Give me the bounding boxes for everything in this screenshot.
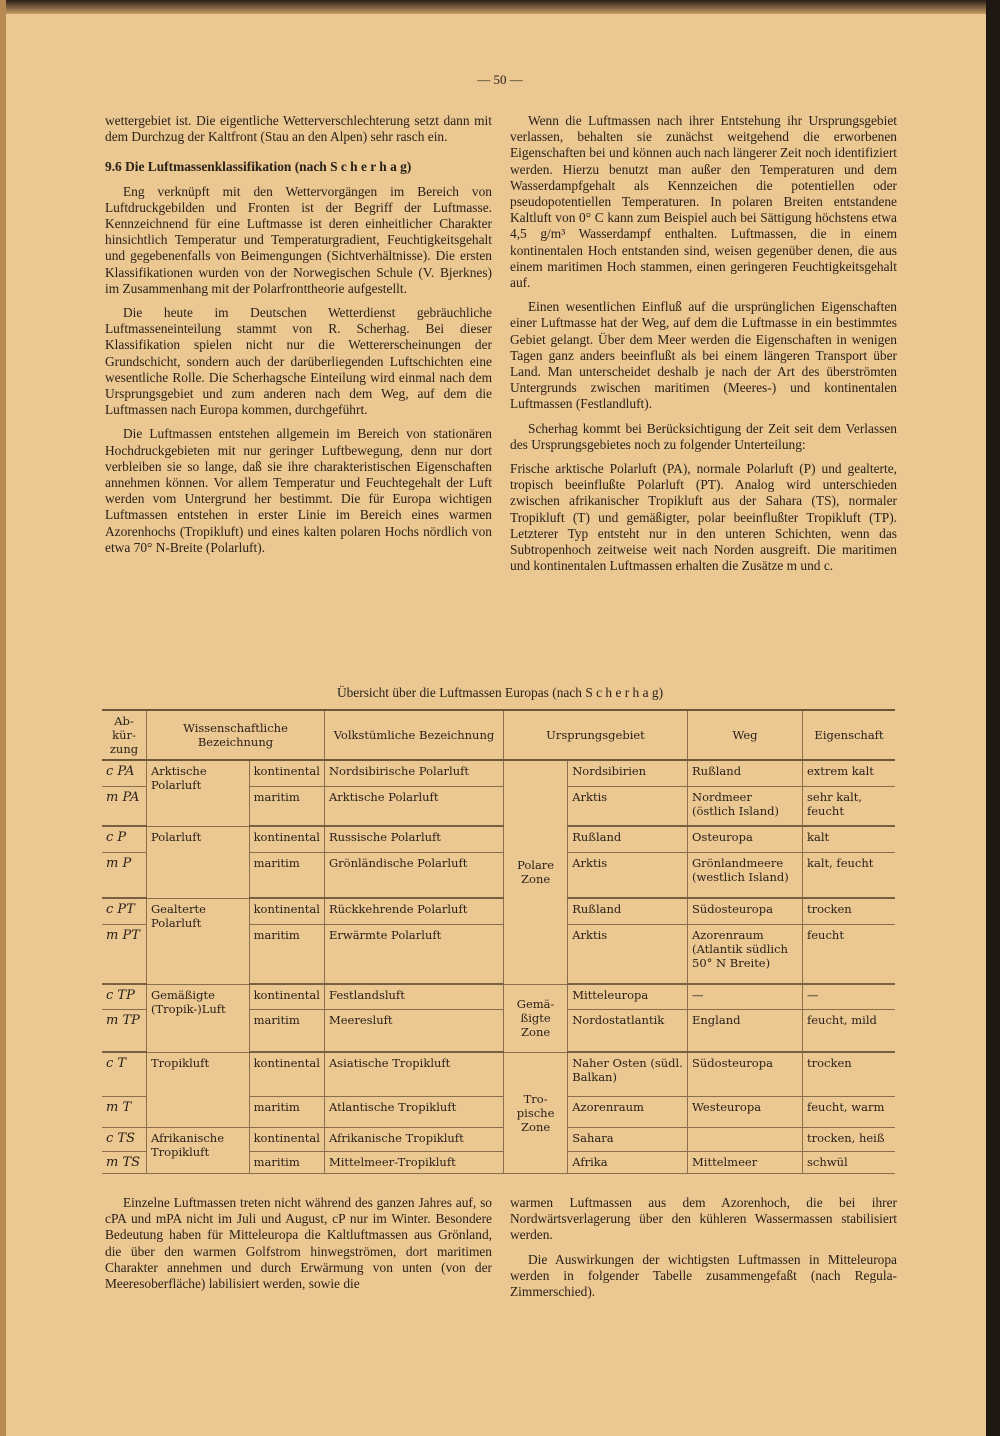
cell-sci: Afrikanische Tropikluft [147, 1127, 250, 1173]
cell-zone: Polare Zone [503, 760, 567, 984]
cell-property: trocken, heiß [803, 1127, 896, 1151]
cell-property: extrem kalt [803, 760, 896, 786]
cell-abbr: c PA [102, 760, 147, 786]
cell-abbr: m TS [102, 1151, 147, 1173]
cell-route [688, 1127, 803, 1151]
scan-edge-top [0, 0, 1000, 14]
cell-type: maritim [249, 1151, 324, 1173]
bottom-left-column [105, 1195, 492, 1300]
cell-popular: Russische Polarluft [324, 826, 503, 852]
table-row [102, 760, 895, 786]
cell-type: kontinental [249, 1127, 324, 1151]
header-abbr: Ab-kür-zung [102, 710, 147, 760]
table-row [102, 898, 895, 924]
cell-sci: Gemäßigte (Tropik-)Luft [147, 984, 250, 1052]
cell-route: Südosteuropa [688, 898, 803, 924]
cell-property: trocken [803, 1052, 896, 1096]
cell-origin: Nordostatlantik [568, 1009, 688, 1052]
cell-route: Grönlandmeere (westlich Island) [688, 852, 803, 898]
cell-abbr: m P [102, 852, 147, 898]
cell-route: Azorenraum (Atlantik südlich 50° N Breite) [688, 924, 803, 984]
cell-abbr: c TS [102, 1127, 147, 1151]
cell-type: kontinental [249, 898, 324, 924]
cell-zone: Tro-pische Zone [503, 1052, 567, 1173]
cell-type: maritim [249, 924, 324, 984]
paragraph: Frische arktische Polarluft (PA), normale Polarluft (P) und gealterte, tropisch beeinflußte Polarluft (PT). Analog wird unterschieden zwischen afrikanischer Tropikluft aus der Sahara (TS), normaler Tropikluft (T) und gemäßigter, polar beeinflußter Tropikluft (TP). Letzterer Typ entsteht nur in den unteren Schichten, wenn das Subtropenhoch zeitweise weit nach Norden ausgreift. Die maritimen und kontinentalen Luftmassen erhalten die Zusätze m und c. [510, 461, 897, 574]
cell-origin: Azorenraum [568, 1096, 688, 1127]
cell-abbr: c TP [102, 984, 147, 1009]
air-mass-table [102, 709, 895, 1174]
table-row [102, 984, 895, 1009]
cell-origin: Mitteleuropa [568, 984, 688, 1009]
cell-popular: Mittelmeer-Tropikluft [324, 1151, 503, 1173]
cell-popular: Afrikanische Tropikluft [324, 1127, 503, 1151]
bottom-right-column [510, 1195, 897, 1308]
cell-abbr: m T [102, 1096, 147, 1127]
cell-property: — [803, 984, 896, 1009]
cell-type: kontinental [249, 760, 324, 786]
cell-abbr: c T [102, 1052, 147, 1096]
scan-edge-left [0, 0, 6, 1436]
cell-property: schwül [803, 1151, 896, 1173]
paragraph: Eng verknüpft mit den Wettervorgängen im Bereich von Luftdruckgebilden und Fronten ist der Begriff der Luftmasse. Kennzeichnend für eine Luftmasse ist deren einheitlicher Charakter hinsichtlich Temperatur und Temperaturgradient, Feuchtigkeitsgehalt und gegebenenfalls von Beimengungen (Sichtverhältnisse). Die ersten Klassifikationen wurden von der Norwegischen Schule (V. Bjerknes) im Zusammenhang mit der Polarfronttheorie aufgestellt. [105, 183, 492, 296]
cell-abbr: c PT [102, 898, 147, 924]
cell-type: kontinental [249, 984, 324, 1009]
paragraph: Scherhag kommt bei Berücksichtigung der Zeit seit dem Verlassen des Ursprungsgebietes noch zu folgender Unterteilung: [510, 420, 897, 452]
scan-edge-right [986, 0, 1000, 1436]
cell-property: kalt [803, 826, 896, 852]
cell-origin: Afrika [568, 1151, 688, 1173]
cell-popular: Meeresluft [324, 1009, 503, 1052]
cell-origin: Naher Osten (südl. Balkan) [568, 1052, 688, 1096]
cell-popular: Asiatische Tropikluft [324, 1052, 503, 1096]
cell-popular: Nordsibirische Polarluft [324, 760, 503, 786]
cell-type: maritim [249, 1096, 324, 1127]
cell-abbr: c P [102, 826, 147, 852]
cell-origin: Nordsibirien [568, 760, 688, 786]
cell-type: kontinental [249, 826, 324, 852]
cell-popular: Grönländische Polarluft [324, 852, 503, 898]
cell-popular: Arktische Polarluft [324, 786, 503, 826]
cell-property: kalt, feucht [803, 852, 896, 898]
cell-route: Mittelmeer [688, 1151, 803, 1173]
cell-route: Nordmeer (östlich Island) [688, 786, 803, 826]
cell-property: feucht, mild [803, 1009, 896, 1052]
cell-type: maritim [249, 852, 324, 898]
cell-origin: Arktis [568, 852, 688, 898]
cell-origin: Rußland [568, 898, 688, 924]
paragraph: Einen wesentlichen Einfluß auf die ursprünglichen Eigenschaften einer Luftmasse hat der Weg, auf dem die Luftmasse in ein bestimmtes Gebiet gelangt. Über dem Meer werden die Eigenschaften in wenigen Tagen ganz anders beeinflußt als bei einem längeren Transport über Land. Man unterscheidet deshalb je nach der Art des überströmten Untergrunds zwischen maritimen (Meeres-) und kontinentalen Luftmassen (Festlandluft). [510, 299, 897, 412]
cell-sci: Tropikluft [147, 1052, 250, 1127]
cell-type: maritim [249, 786, 324, 826]
left-column [105, 113, 492, 564]
cell-route: Südosteuropa [688, 1052, 803, 1096]
cell-sci: Arktische Polarluft [147, 760, 250, 826]
paragraph: Die Luftmassen entstehen allgemein im Bereich von stationären Hochdruckgebieten mit nur geringer Luftbewegung, denn nur dort verbleiben sie so lange, daß sie ihre charakteristischen Eigenschaften annehmen können. Vor allem Temperatur und Feuchtegehalt der Luft werden vom Untergrund her bestimmt. Die für Europa wichtigen Luftmassen entstehen in erster Linie im Bereich eines warmen Azorenhochs (Tropikluft) und eines kalten polaren Hochs nördlich von etwa 70° N-Breite (Polarluft). [105, 426, 492, 555]
cell-origin: Sahara [568, 1127, 688, 1151]
paragraph: Die Auswirkungen der wichtigsten Luftmassen in Mitteleuropa werden in folgender Tabelle zusammengefaßt (nach Regula-Zimmerschied). [510, 1251, 897, 1300]
cell-route: Osteuropa [688, 826, 803, 852]
cell-sci: Gealterte Polarluft [147, 898, 250, 984]
paragraph: warmen Luftmassen aus dem Azorenhoch, die bei ihrer Nordwärtsverlagerung über den kühleren Wassermassen stabilisiert werden. [510, 1195, 897, 1243]
cell-type: maritim [249, 1009, 324, 1052]
cell-route: Westeuropa [688, 1096, 803, 1127]
page-number: — 50 — [477, 72, 523, 87]
cell-property: feucht [803, 924, 896, 984]
cell-sci: Polarluft [147, 826, 250, 898]
cell-property: feucht, warm [803, 1096, 896, 1127]
table-row [102, 1127, 895, 1151]
cell-route: England [688, 1009, 803, 1052]
right-column [510, 113, 897, 582]
header-popular: Volkstümliche Bezeichnung [324, 710, 503, 760]
cell-popular: Erwärmte Polarluft [324, 924, 503, 984]
cell-route: — [688, 984, 803, 1009]
paragraph: Wenn die Luftmassen nach ihrer Entstehung ihr Ursprungsgebiet verlassen, behalten sie zunächst weitgehend die erworbenen Eigenschaften bei und können auch nach längerer Zeit noch identifiziert werden. Hierzu benutzt man außer den Temperaturen und dem Wasserdampfgehalt als Kennzeichen die potentiellen oder pseudopotentiellen Temperaturen. In polaren Breiten entstandene Kaltluft von 0° C kann zum Beispiel auch bei Sättigung höchstens etwa 4,5 g/m³ Wasserdampf enthalten. Luftmassen, die in einem kontinentalen Hoch entstanden sind, weisen gegenüber denen, die aus einem maritimen Hoch stammen, einen geringeren Feuchtigkeitsgehalt auf. [510, 113, 897, 291]
cell-zone: Gemä-ßigte Zone [503, 984, 567, 1052]
cell-origin: Arktis [568, 924, 688, 984]
paragraph: wettergebiet ist. Die eigentliche Wetterverschlechterung setzt dann mit dem Durchzug der Kaltfront (Stau an den Alpen) sehr rasch ein. [105, 113, 492, 145]
header-property: Eigenschaft [803, 710, 896, 760]
table-caption: Übersicht über die Luftmassen Europas (nach S c h e r h a g) [336, 685, 664, 700]
header-origin: Ursprungsgebiet [503, 710, 687, 760]
section-heading: 9.6 Die Luftmassenklassifikation (nach S c h e r h a g) [105, 159, 412, 175]
paragraph: Die heute im Deutschen Wetterdienst gebräuchliche Luftmasseneinteilung stammt von R. Scherhag. Bei dieser Klassifikation spielen nicht nur die Wettererscheinungen der Grundschicht, sondern auch der darüberliegenden Luftschichten eine wesentliche Rolle. Die Scherhagsche Einteilung wird einmal nach dem Ursprungsgebiet und zum anderen nach dem Weg, auf dem die Luftmassen nach Europa kommen, durchgeführt. [105, 305, 492, 418]
table-row [102, 826, 895, 852]
cell-type: kontinental [249, 1052, 324, 1096]
paragraph: Einzelne Luftmassen treten nicht während des ganzen Jahres auf, so cPA und mPA nicht im Juli und August, cP nur im Winter. Besondere Bedeutung haben für Mitteleuropa die Kaltluftmassen aus Grönland, die über den warmen Golfstrom hinwegströmen, dort maritimen Charakter annehmen und durch Erwärmung von unten (von der Meeresoberfläche) labilisiert werden, sowie die [105, 1195, 492, 1292]
cell-route: Rußland [688, 760, 803, 786]
table-row [102, 1052, 895, 1096]
header-scientific: Wissenschaftliche Bezeichnung [147, 710, 325, 760]
cell-origin: Rußland [568, 826, 688, 852]
cell-property: sehr kalt, feucht [803, 786, 896, 826]
cell-popular: Rückkehrende Polarluft [324, 898, 503, 924]
cell-popular: Atlantische Tropikluft [324, 1096, 503, 1127]
cell-abbr: m PT [102, 924, 147, 984]
cell-abbr: m PA [102, 786, 147, 826]
cell-abbr: m TP [102, 1009, 147, 1052]
cell-popular: Festlandsluft [324, 984, 503, 1009]
cell-origin: Arktis [568, 786, 688, 826]
header-route: Weg [688, 710, 803, 760]
cell-property: trocken [803, 898, 896, 924]
